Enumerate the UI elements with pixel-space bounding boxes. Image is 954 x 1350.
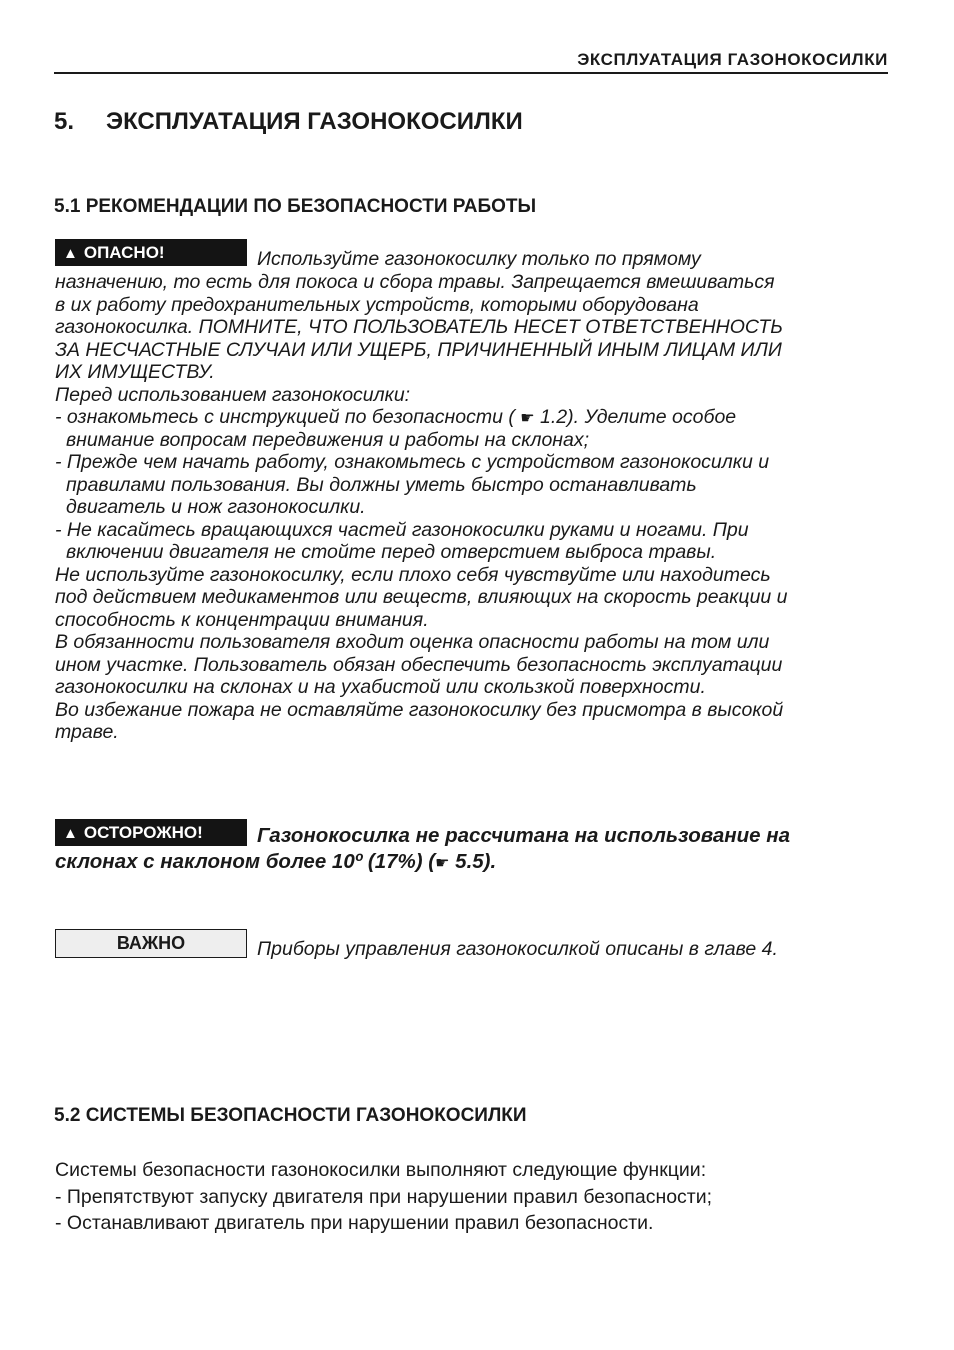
danger-badge — [55, 239, 247, 266]
pointing-hand-icon: ☛ — [435, 855, 450, 872]
bullet-line: - Не касайтесь вращающихся частей газонокосилки руками и ногами. При — [55, 519, 749, 541]
bullet-line: - Прежде чем начать работу, ознакомьтесь с устройством газонокосилки и — [55, 451, 770, 473]
running-header: ЭКСПЛУАТАЦИЯ ГАЗОНОКОСИЛКИ — [577, 50, 888, 69]
body-line: Системы безопасности газонокосилки выполняют следующие функции: — [55, 1159, 707, 1181]
caution-text: 5.5). — [449, 850, 497, 873]
warning-triangle-icon: ▲ — [63, 825, 78, 842]
body-line: - Препятствуют запуску двигателя при нарушении правил безопасности; — [55, 1186, 713, 1208]
danger-text-line: способность к концентрации внимания. — [55, 609, 429, 631]
bullet-line: двигатель и нож газонокосилки. — [66, 496, 366, 518]
section-title-5-1: 5.1 РЕКОМЕНДАЦИИ ПО БЕЗОПАСНОСТИ РАБОТЫ — [54, 196, 537, 217]
chapter-title — [54, 106, 523, 138]
important-text: Приборы управления газонокосилкой описаны в главе 4. — [257, 938, 778, 960]
section-title-5-2: 5.2 СИСТЕМЫ БЕЗОПАСНОСТИ ГАЗОНОКОСИЛКИ — [54, 1105, 527, 1126]
caution-text-line: Газонокосилка не рассчитана на использование на — [257, 824, 791, 847]
bullet-text: - ознакомьтесь с инструкцией по безопасности ( — [55, 406, 521, 428]
danger-text-line: Во избежание пожара не оставляйте газонокосилку без присмотра в высокой — [55, 699, 784, 721]
bullet-line: правилами пользования. Вы должны уметь быстро останавливать — [66, 474, 697, 496]
chapter-number: 5. — [54, 108, 75, 135]
bullet-line: включении двигателя не стойте перед отверстием выброса травы. — [66, 541, 717, 563]
caution-text-line — [55, 849, 496, 877]
danger-text-line: назначению, то есть для покоса и сбора травы. Запрещается вмешиваться — [55, 271, 775, 293]
danger-text-line: Используйте газонокосилку только по прямому — [257, 248, 701, 270]
warning-triangle-icon: ▲ — [63, 245, 78, 262]
bullet-line: внимание вопросам передвижения и работы на склонах; — [66, 429, 590, 451]
danger-text-line: в их работу предохранительных устройств, которыми оборудована — [55, 294, 699, 316]
caution-label: ОСТОРОЖНО! — [83, 823, 203, 842]
important-badge: ВАЖНО — [55, 929, 247, 958]
pointing-hand-icon: ☛ — [520, 410, 535, 427]
bullet-line — [55, 406, 736, 431]
danger-text-line: ином участке. Пользователь обязан обеспечить безопасность эксплуатации — [55, 654, 783, 676]
danger-text-line: Не используйте газонокосилку, если плохо себя чувствуйте или находитесь — [55, 564, 771, 586]
caution-text: склонах с наклоном более 10º (17%) ( — [55, 850, 436, 873]
caution-badge — [55, 819, 247, 846]
chapter-title-text: ЭКСПЛУАТАЦИЯ ГАЗОНОКОСИЛКИ — [106, 108, 523, 135]
danger-text-line: траве. — [55, 721, 119, 743]
danger-text-line: под действием медикаментов или веществ, влияющих на скорость реакции и — [55, 586, 788, 608]
danger-text-line: газонокосилка. ПОМНИТЕ, ЧТО ПОЛЬЗОВАТЕЛЬ НЕСЕТ ОТВЕТСТВЕННОСТЬ — [55, 316, 783, 338]
bullet-text: 1.2). Уделите особое — [534, 406, 737, 428]
danger-text-line: ИХ ИМУЩЕСТВУ. — [55, 361, 215, 383]
danger-text-line: ЗА НЕСЧАСТНЫЕ СЛУЧАИ ИЛИ УЩЕРБ, ПРИЧИНЕННЫЙ ИНЫМ ЛИЦАМ ИЛИ — [55, 339, 782, 361]
danger-text-line: газонокосилки на склонах и на ухабистой или скользкой поверхности. — [55, 676, 706, 698]
header-divider — [54, 72, 888, 74]
body-line: - Останавливают двигатель при нарушении правил безопасности. — [55, 1212, 654, 1234]
danger-label: ОПАСНО! — [83, 243, 165, 262]
danger-text-line: В обязанности пользователя входит оценка опасности работы на том или — [55, 631, 770, 653]
danger-text-line: Перед использованием газонокосилки: — [55, 384, 411, 406]
